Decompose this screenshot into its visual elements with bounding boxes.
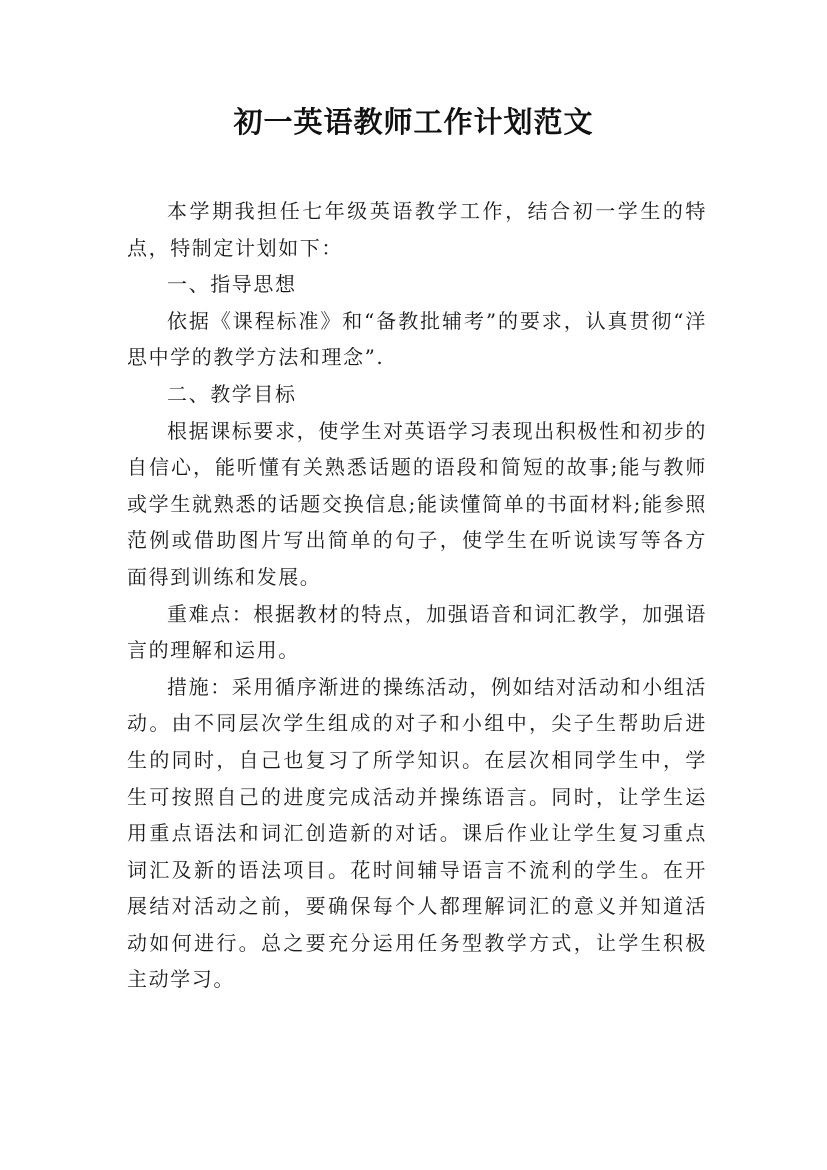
paragraph-intro: 本学期我担任七年级英语教学工作，结合初一学生的特点，特制定计划如下： <box>127 199 707 260</box>
paragraph-teaching-goals: 根据课标要求，使学生对英语学习表现出积极性和初步的自信心，能听懂有关熟悉话题的语段和简短的故事;能与教师或学生就熟悉的话题交换信息;能读懂简单的书面材料;能参照范例或借助图片写出简单的句子，使学生在听说读写等各方面得到训练和发展。 <box>127 418 707 589</box>
document-title: 初一英语教师工作计划范文 <box>233 105 594 139</box>
paragraph-measures: 措施：采用循序渐进的操练活动，例如结对活动和小组活动。由不同层次学生组成的对子和小组中，尖子生帮助后进生的同时，自己也复习了所学知识。在层次相同学生中，学生可按照自己的进度完成活动并操练语言。同时，让学生运用重点语法和词汇创造新的对话。课后作业让学生复习重点词汇及新的语法项目。花时间辅导语言不流利的学生。在开展结对活动之前，要确保每个人都理解词汇的意义并知道活动如何进行。总之要充分运用任务型教学方式，让学生积极主动学习。 <box>127 674 707 992</box>
paragraph-key-points: 重难点：根据教材的特点，加强语音和词汇教学，加强语言的理解和运用。 <box>127 601 707 663</box>
paragraph-guiding-idea: 依据《课程标准》和“备教批辅考”的要求，认真贯彻“洋思中学的教学方法和理念”. <box>127 308 707 370</box>
document-body <box>127 193 707 998</box>
section-heading-teaching-goals: 二、教学目标 <box>167 381 297 406</box>
section-heading-guiding-idea: 一、指导思想 <box>167 272 297 297</box>
